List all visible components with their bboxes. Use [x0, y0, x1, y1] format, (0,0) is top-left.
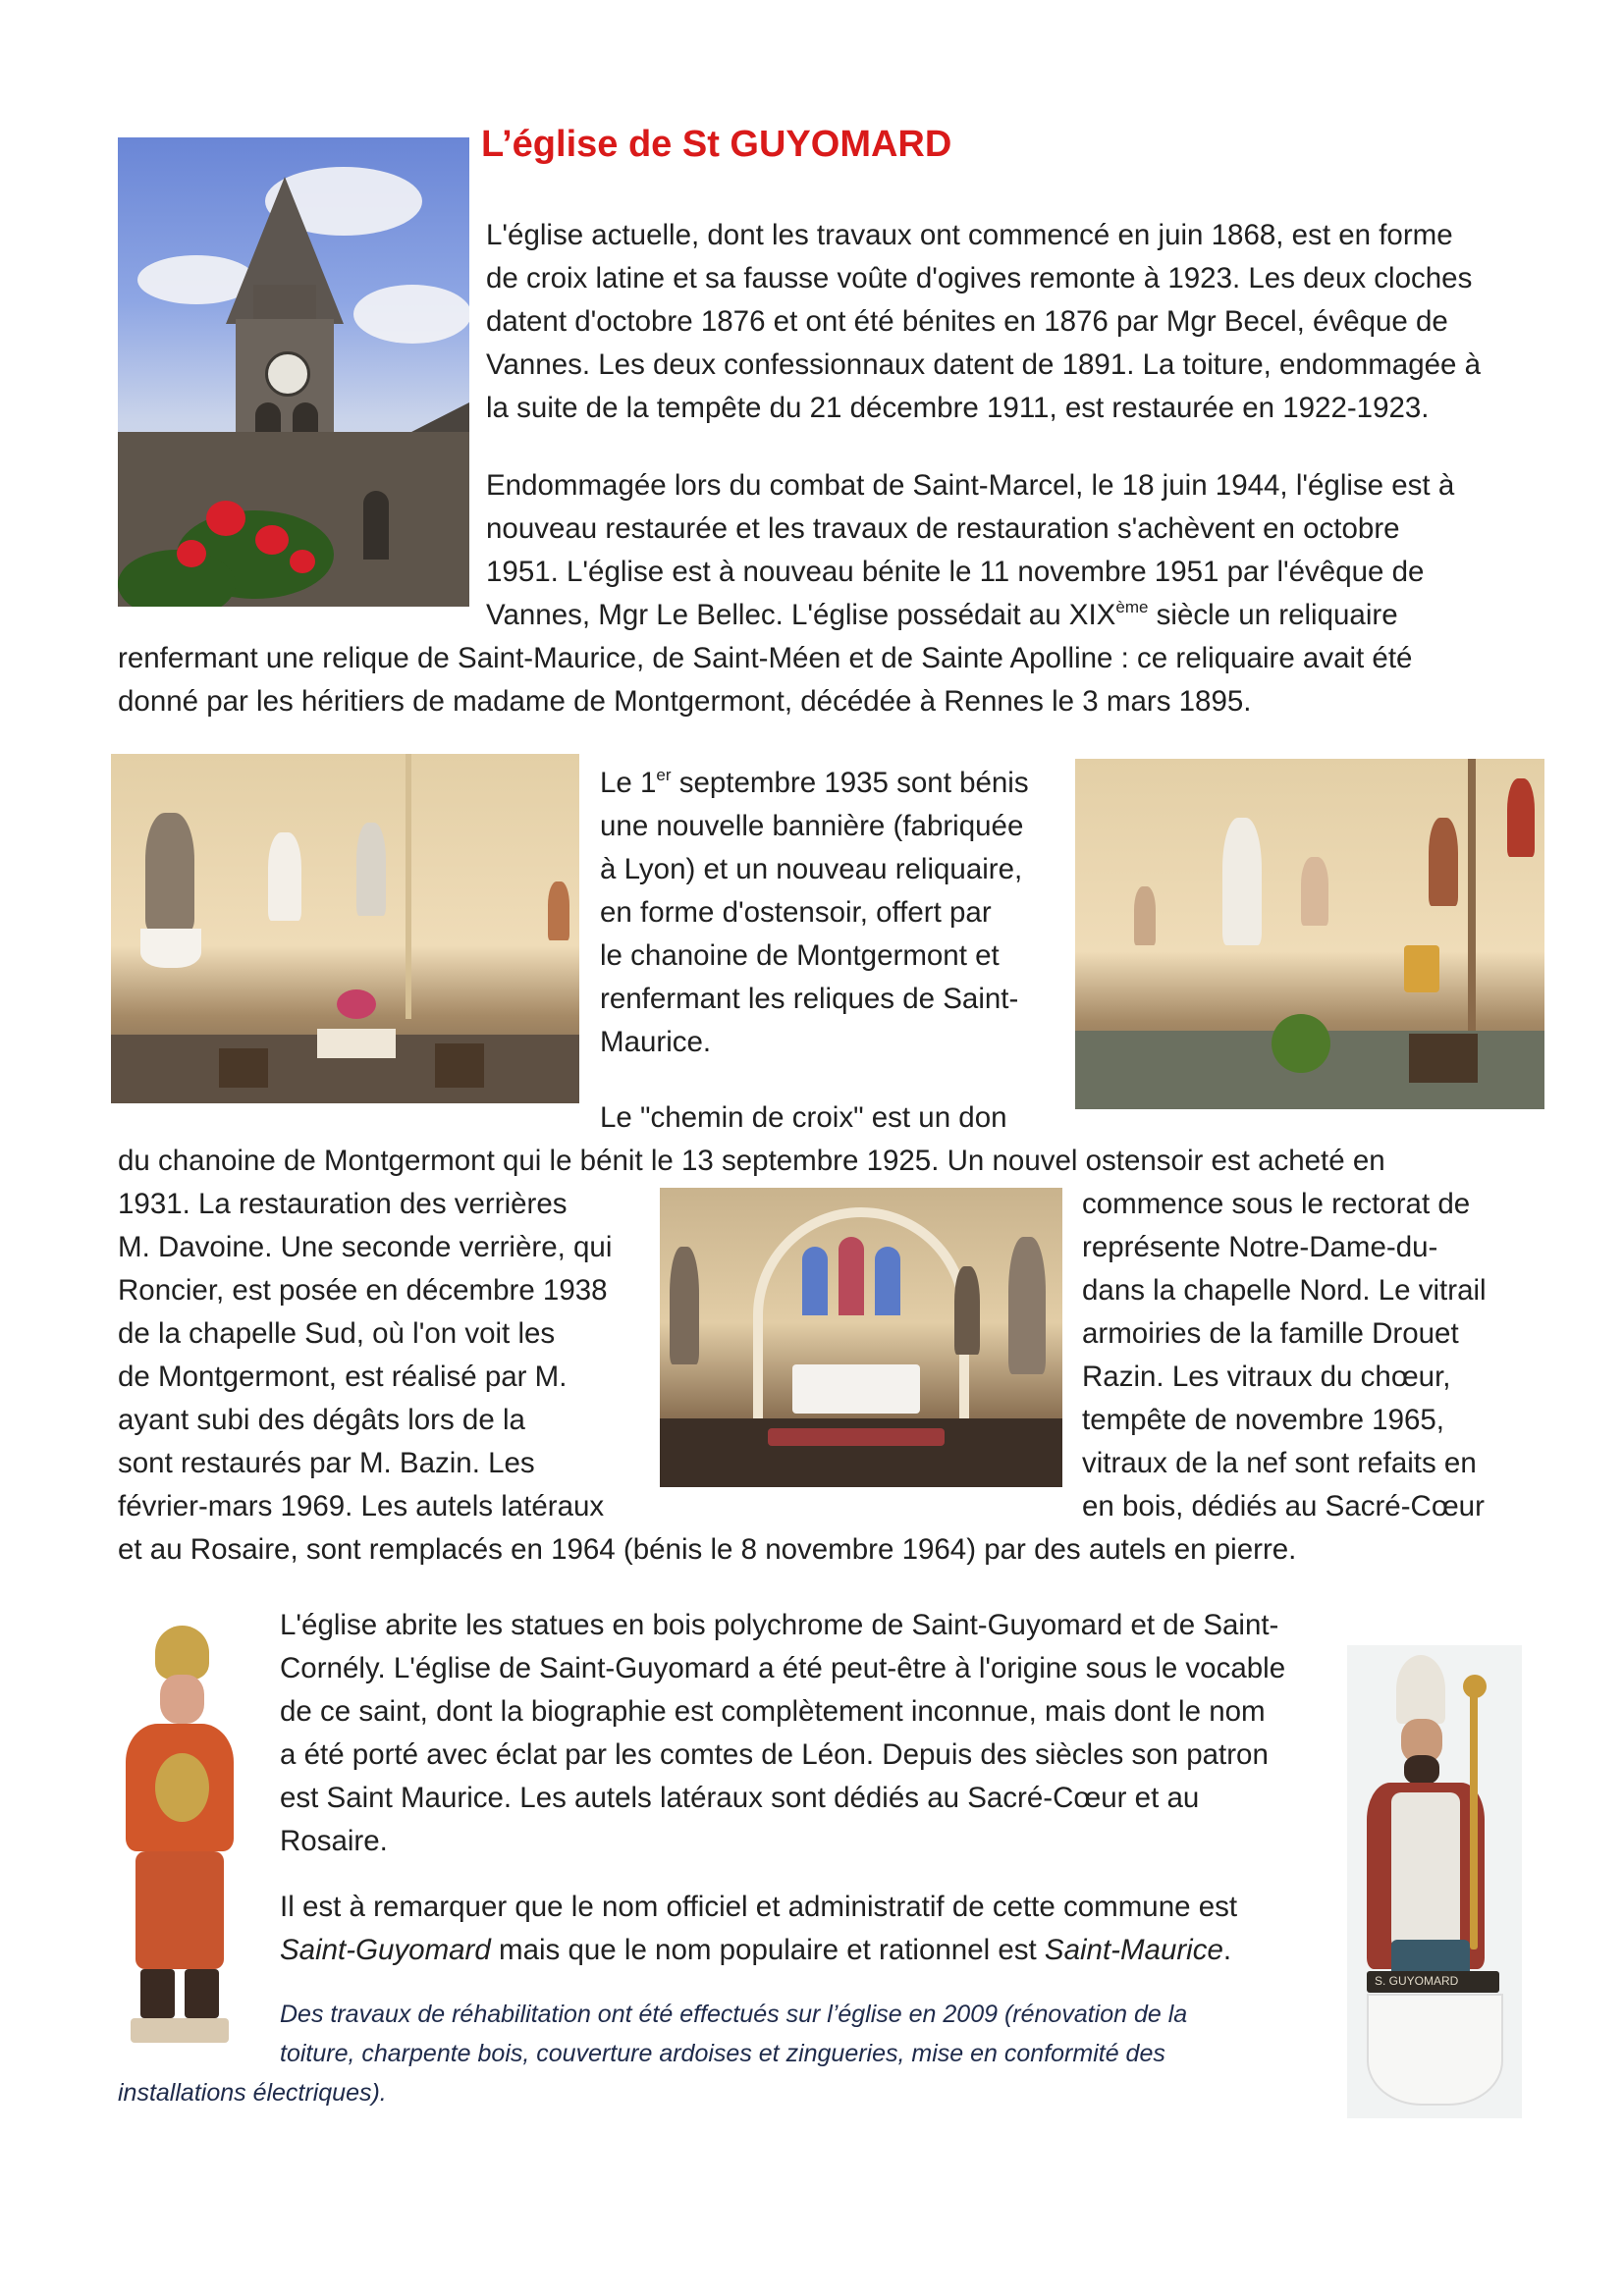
- paragraph-5-line: est Saint Maurice. Les autels latéraux sont dédiés au Sacré-Cœur et au: [280, 1782, 1200, 1814]
- paragraph-1-line: de croix latine et sa fausse voûte d'ogives remonte à 1923. Les deux cloches: [486, 262, 1473, 294]
- paragraph-5-line: a été porté avec éclat par les comtes de Léon. Depuis des siècles son patron: [280, 1738, 1269, 1771]
- renovation-note-line: Des travaux de réhabilitation ont été effectués sur l’église en 2009 (rénovation de la: [280, 2001, 1188, 2028]
- paragraph-5-line: Rosaire.: [280, 1825, 388, 1857]
- paragraph-2-line: 1951. L'église est à nouveau bénite le 11 novembre 1951 par l'évêque de: [486, 556, 1425, 588]
- paragraph-3-line: en forme d'ostensoir, offert par: [600, 896, 992, 929]
- chapel-interior-photo-right: [1075, 759, 1544, 1109]
- paragraph-4-line: Le "chemin de croix" est un don: [600, 1101, 1007, 1134]
- paragraph-3-line: renfermant les reliques de Saint-: [600, 983, 1019, 1015]
- renovation-note-line: installations électriques).: [118, 2079, 387, 2107]
- paragraph-3-line: Maurice.: [600, 1026, 712, 1058]
- paragraph-2-line: nouveau restaurée et les travaux de restauration s'achèvent en octobre: [486, 512, 1400, 545]
- paragraph-4-left-line: M. Davoine. Une seconde verrière, qui: [118, 1231, 613, 1263]
- paragraph-4-left-line: sont restaurés par M. Bazin. Les: [118, 1447, 535, 1479]
- paragraph-4-left-line: de la chapelle Sud, où l'on voit les: [118, 1317, 556, 1350]
- paragraph-2-line: Vannes, Mgr Le Bellec. L'église possédait au XIXème siècle un reliquaire: [486, 598, 1398, 631]
- renovation-note-line: toiture, charpente bois, couverture ardoises et zingueries, mise en conformité des: [280, 2040, 1165, 2067]
- church-exterior-photo: [118, 137, 469, 607]
- paragraph-4-left-line: ayant subi des dégâts lors de la: [118, 1404, 525, 1436]
- paragraph-4-left-line: de Montgermont, est réalisé par M.: [118, 1361, 568, 1393]
- paragraph-5-line: de ce saint, dont la biographie est complètement inconnue, mais dont le nom: [280, 1695, 1266, 1728]
- paragraph-3-line: le chanoine de Montgermont et: [600, 939, 1000, 972]
- paragraph-3-line: à Lyon) et un nouveau reliquaire,: [600, 853, 1023, 885]
- paragraph-2-line: donné par les héritiers de madame de Montgermont, décédée à Rennes le 3 mars 1895.: [118, 685, 1252, 718]
- paragraph-6-line: Il est à remarquer que le nom officiel et administratif de cette commune est: [280, 1891, 1238, 1923]
- choir-altar-photo: [660, 1188, 1062, 1487]
- paragraph-4-right-line: dans la chapelle Nord. Le vitrail: [1082, 1274, 1487, 1307]
- paragraph-1-line: Vannes. Les deux confessionnaux datent de 1891. La toiture, endommagée à: [486, 348, 1482, 381]
- saint-maurice-statue-photo: [101, 1606, 258, 2067]
- paragraph-4-right-line: vitraux de la nef sont refaits en: [1082, 1447, 1477, 1479]
- paragraph-4-left-line: février-mars 1969. Les autels latéraux: [118, 1490, 605, 1522]
- paragraph-4-right-line: armoiries de la famille Drouet: [1082, 1317, 1459, 1350]
- paragraph-4-right-line: Razin. Les vitraux du chœur,: [1082, 1361, 1451, 1393]
- paragraph-4-right-line: représente Notre-Dame-du-: [1082, 1231, 1438, 1263]
- paragraph-6-line: Saint-Guyomard mais que le nom populaire et rationnel est Saint-Maurice.: [280, 1934, 1232, 1966]
- paragraph-4-left-line: 1931. La restauration des verrières: [118, 1188, 568, 1220]
- paragraph-4-right-line: commence sous le rectorat de: [1082, 1188, 1471, 1220]
- paragraph-3-line: une nouvelle bannière (fabriquée: [600, 810, 1024, 842]
- paragraph-1-line: la suite de la tempête du 21 décembre 1911, est restaurée en 1922-1923.: [486, 392, 1430, 424]
- paragraph-1-line: L'église actuelle, dont les travaux ont commencé en juin 1868, est en forme: [486, 219, 1453, 251]
- page-title: L’église de St GUYOMARD: [481, 124, 952, 165]
- paragraph-5-line: L'église abrite les statues en bois polychrome de Saint-Guyomard et de Saint-: [280, 1609, 1279, 1641]
- paragraph-4-left-line: Roncier, est posée en décembre 1938: [118, 1274, 608, 1307]
- paragraph-3-line: Le 1er septembre 1935 sont bénis: [600, 766, 1029, 799]
- paragraph-1-line: datent d'octobre 1876 et ont été bénites en 1876 par Mgr Becel, évêque de: [486, 305, 1448, 338]
- chapel-interior-photo-left: [111, 754, 579, 1103]
- paragraph-4-right-line: tempête de novembre 1965,: [1082, 1404, 1444, 1436]
- saint-guyomard-statue-photo: [1347, 1645, 1522, 2118]
- paragraph-2-line: renfermant une relique de Saint-Maurice, de Saint-Méen et de Sainte Apolline : ce reliquaire avait été: [118, 642, 1413, 674]
- paragraph-4-line: et au Rosaire, sont remplacés en 1964 (bénis le 8 novembre 1964) par des autels en pierre.: [118, 1533, 1297, 1566]
- paragraph-4-line: du chanoine de Montgermont qui le bénit le 13 septembre 1925. Un nouvel ostensoir est acheté en: [118, 1145, 1385, 1177]
- paragraph-4-right-line: en bois, dédiés au Sacré-Cœur: [1082, 1490, 1485, 1522]
- statue-label: S. GUYOMARD: [1375, 1974, 1459, 1988]
- paragraph-2-line: Endommagée lors du combat de Saint-Marcel, le 18 juin 1944, l'église est à: [486, 469, 1455, 502]
- paragraph-5-line: Cornély. L'église de Saint-Guyomard a été peut-être à l'origine sous le vocable: [280, 1652, 1286, 1684]
